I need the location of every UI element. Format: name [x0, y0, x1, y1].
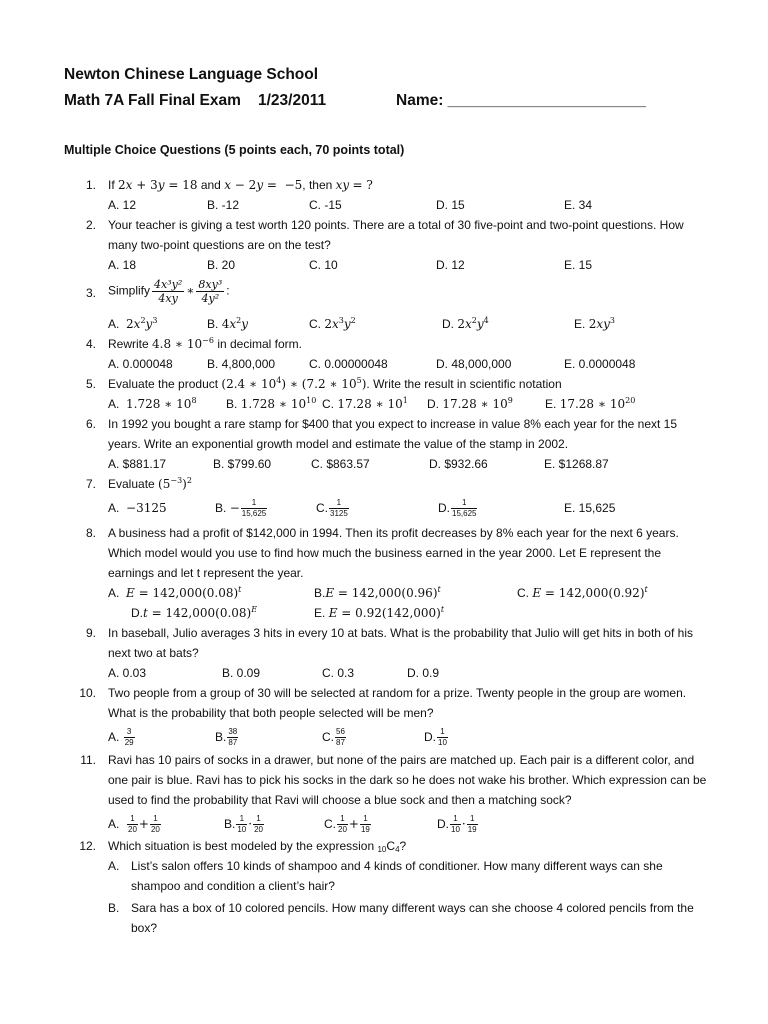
- choice-a: A. $E = 142,000(0.08)^t$: [108, 585, 242, 600]
- choice-c: C. $E = 142,000(0.92)^t$: [517, 585, 648, 600]
- question-text: In 1992 you bought a rare stamp for $400 that you expect to increase in value 8% each year for the next 15 years. Write an exponential growth model and estimate the value of the stamp in 2002.: [108, 417, 678, 451]
- choice-a: A. $2x^2y^3$: [108, 316, 158, 331]
- question-text: Which situation is best modeled by the expression $_{10}C_4$?: [108, 839, 407, 854]
- choice-a: A. 12: [108, 198, 137, 212]
- choice-d: D. 48,000,000: [436, 357, 512, 371]
- choice-c: C. 10: [309, 258, 338, 272]
- choice-d: D. 0.9: [407, 666, 440, 680]
- choice-b: B. 4,800,000: [207, 357, 276, 371]
- question-number: 8.: [85, 526, 96, 540]
- sub-choice-b-text: Sara has a box of 10 colored pencils. How many different ways can she choose 4 colored pencils from the box?: [131, 901, 694, 935]
- choice-a: A. 0.000048: [108, 357, 173, 371]
- choice-d: $D.t = 142,000(0.08)^E$: [131, 605, 258, 620]
- choice-b: B. 1.728 ∗ $10^{10}$: [226, 396, 317, 411]
- choice-a: A. 1.728 ∗ $10^8$: [108, 396, 197, 411]
- choice-b: B. $\frac{1}{10}$ · $\frac{1}{20}$: [224, 814, 263, 835]
- choice-b: B. $\frac{38}{87}$: [215, 727, 238, 748]
- choice-d: D. $932.66: [429, 457, 488, 471]
- choice-c: C. $\frac{1}{20}$ + $\frac{1}{19}$: [324, 814, 370, 835]
- choice-b: $B.E = 142,000(0.96)^t$: [314, 585, 441, 600]
- choice-e: E. 15: [564, 258, 593, 272]
- choice-b: B. 0.09: [222, 666, 261, 680]
- question-number: 10.: [79, 686, 96, 700]
- sub-choice-a-text: List’s salon offers 10 kinds of shampoo and 4 kinds of conditioner. How many different ways can she shampoo and condition a client’s hair?: [131, 859, 663, 893]
- question-number: 12.: [79, 839, 96, 853]
- question-text: Ravi has 10 pairs of socks in a drawer, but none of the pairs are matched up. Each pair is a different color, and one pair is blue. Ravi has to pick his socks in the dark so he does not wake his brother. Which expression can be used to find the probability that Ravi will choose a blue sock and then a matching sock?: [108, 753, 707, 807]
- question-number: 9.: [85, 626, 96, 640]
- choice-a: A. 18: [108, 258, 137, 272]
- choice-c: C. 0.3: [322, 666, 355, 680]
- choice-d: D. $\frac{1}{10}$ · $\frac{1}{19}$: [437, 814, 477, 835]
- choice-b: B. $4x^2y$: [207, 316, 248, 331]
- exam-date: 1/23/2011: [258, 92, 327, 109]
- exam-header-line: [64, 92, 646, 110]
- choice-e: E. $1268.87: [544, 457, 609, 471]
- choice-b: B. 20: [207, 258, 236, 272]
- choice-d: D. $2x^2y^4$: [442, 316, 489, 331]
- choice-d: D. $\frac{1}{10}$: [424, 727, 447, 748]
- sub-choice-a-label: A.: [108, 859, 120, 873]
- question-text: A business had a profit of $142,000 in 1994. Then its profit decreases by 8% each year for the next 6 years. Which model would you use to find how much the business earned in the year 2000. Let E represent the earnings and let t represent the year.: [108, 526, 679, 580]
- question-text: Simplify $\frac{\text{4x³y²}}{4xy}$ ∗ $\frac{\text{8xy³}}{\text{4y²}}$ :: [108, 278, 230, 305]
- choice-e: E. 15,625: [564, 501, 616, 515]
- choice-c: C. $863.57: [311, 457, 370, 471]
- choice-c: C. 17.28 ∗ $10^1$: [322, 396, 408, 411]
- choice-e: E. $2xy^3$: [574, 316, 615, 331]
- name-field: Name: _______________________: [396, 92, 646, 109]
- choice-a: A. $881.17: [108, 457, 167, 471]
- question-number: 7.: [85, 477, 96, 491]
- choice-d: D. 12: [436, 258, 465, 272]
- choice-c: C. 0.00000048: [309, 357, 388, 371]
- choice-e: E. $E = 0.92(142,000)^t$: [314, 605, 445, 620]
- question-number: 3.: [85, 286, 96, 300]
- choice-c: C. -15: [309, 198, 342, 212]
- question-number: 5.: [85, 377, 96, 391]
- choice-d: D. $\frac{1}{15,625}$: [438, 498, 477, 519]
- choice-e: E. 0.0000048: [564, 357, 636, 371]
- choice-c: C. $2x^3y^2$: [309, 316, 356, 331]
- question-number: 11.: [80, 753, 96, 767]
- question-text: Rewrite 4.8 ∗ $10^{-6}$ in decimal form.: [108, 336, 303, 351]
- question-text: Two people from a group of 30 will be selected at random for a prize. Twenty people in the group are women. What is the probability that both people selected will be men?: [108, 686, 687, 720]
- choice-c: C. $\frac{1}{3125}$: [316, 498, 348, 519]
- choice-b: B. -12: [207, 198, 240, 212]
- choice-e: E. 17.28 ∗ $10^{20}$: [545, 396, 636, 411]
- question-text: In baseball, Julio averages 3 hits in every 10 at bats. What is the probability that Julio will get hits in both of his next two at bats?: [108, 626, 693, 660]
- school-name: Newton Chinese Language School: [64, 66, 319, 83]
- question-number: 6.: [85, 417, 96, 431]
- exam-title: Math 7A Fall Final Exam: [64, 92, 241, 109]
- question-number: 1.: [85, 178, 96, 192]
- choice-a: A. 0.03: [108, 666, 147, 680]
- question-number: 2.: [85, 218, 96, 232]
- choice-d: D. 15: [436, 198, 465, 212]
- choice-c: C. $\frac{56}{87}$: [322, 727, 345, 748]
- sub-choice-b-label: B.: [108, 901, 120, 915]
- question-number: 4.: [85, 337, 96, 351]
- choice-b: B. $799.60: [213, 457, 272, 471]
- simplify-label: Simplify: [108, 283, 151, 298]
- choice-a: A. $\frac{3}{29}$: [108, 727, 134, 748]
- question-text: Your teacher is giving a test worth 120 points. There are a total of 30 five-point and two-point questions. How many two-point questions are on the test?: [108, 218, 684, 252]
- choice-a: A. $\frac{1}{20}$ + $\frac{1}{20}$: [108, 814, 160, 835]
- question-text: Evaluate $(5^{-3})^2$: [108, 476, 192, 491]
- choice-d: D. 17.28 ∗ $10^9$: [427, 396, 513, 411]
- question-text: If 2x + 3y = 18 and x − 2y = −5, then xy = ?: [108, 178, 373, 192]
- question-text: Evaluate the product (2.4 ∗ $10^4$) ∗ (7.2 ∗ $10^5$). Write the result in scientific notation: [108, 376, 562, 391]
- choice-b: B. − $\frac{1}{15,625}$: [215, 498, 267, 519]
- section-title: Multiple Choice Questions (5 points each, 70 points total): [64, 143, 405, 157]
- choice-e: E. 34: [564, 198, 593, 212]
- choice-a: A. −3125: [108, 501, 167, 515]
